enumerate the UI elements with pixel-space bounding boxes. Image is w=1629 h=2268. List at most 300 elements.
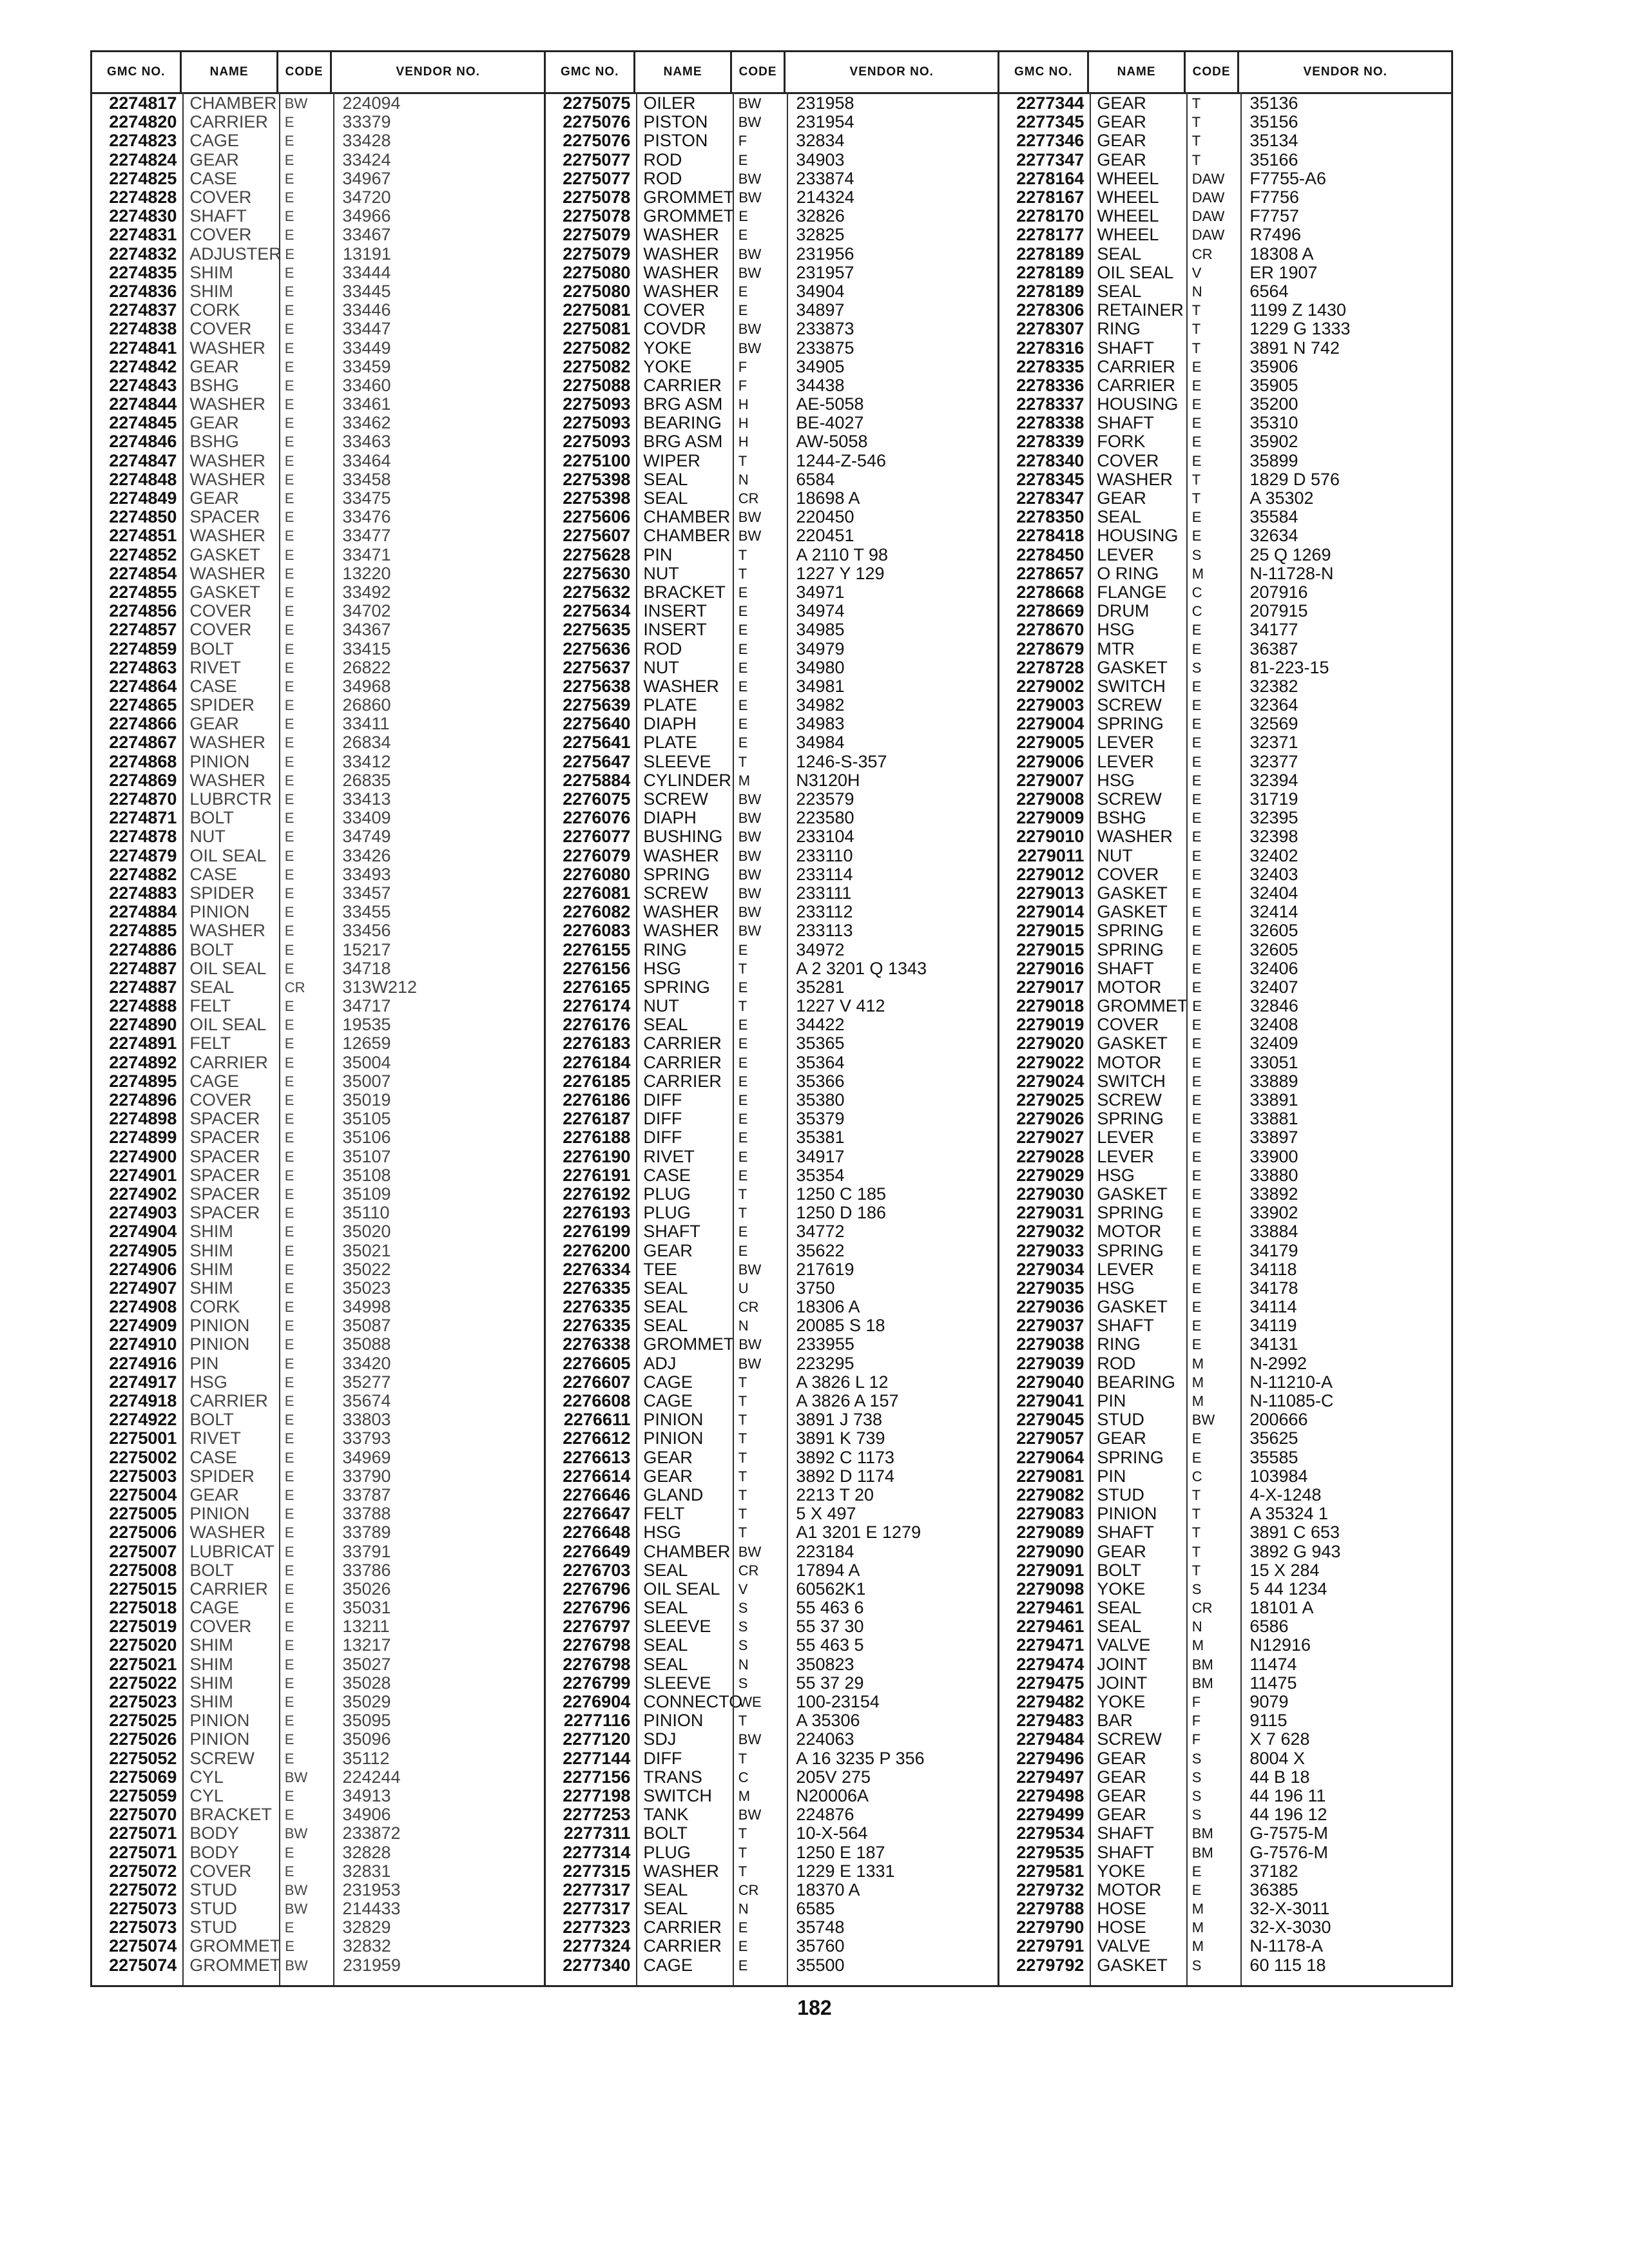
table-row [92, 1636, 544, 1655]
gmc-number: 2279535 [1016, 1842, 1084, 1862]
table-row [999, 620, 1451, 639]
vendor-number: 223184 [796, 1541, 854, 1561]
gmc-number: 2275636 [563, 639, 631, 658]
gmc-number: 2279008 [1016, 789, 1084, 809]
table-row [546, 1561, 998, 1580]
header-code: CODE [1186, 52, 1240, 92]
part-name: HSG [1097, 1165, 1135, 1185]
header-gmc: GMC NO. [92, 52, 182, 92]
table-row [546, 432, 998, 451]
gmc-number: 2274887 [109, 958, 177, 978]
part-name: RIVET [189, 657, 241, 677]
gmc-number: 2279581 [1016, 1861, 1084, 1881]
table-row [92, 771, 544, 790]
vendor-number: 35021 [342, 1240, 391, 1260]
table-row [92, 169, 544, 188]
vendor-number: 34983 [796, 714, 845, 734]
part-name: STUD [189, 1899, 237, 1919]
vendor-code: E [1191, 923, 1202, 939]
gmc-number: 2275076 [563, 112, 631, 132]
part-name: CARRIER [189, 1579, 268, 1599]
gmc-number: 2275018 [109, 1598, 177, 1618]
vendor-code: C [1191, 603, 1202, 620]
part-name: BOLT [189, 639, 234, 658]
gmc-number: 2275077 [563, 149, 631, 169]
vendor-number: 60 115 18 [1249, 1955, 1326, 1975]
vendor-number: 35748 [796, 1917, 845, 1937]
vendor-code: F [1191, 1694, 1201, 1711]
gmc-number: 2278177 [1016, 225, 1084, 245]
vendor-code: BM [1191, 1675, 1213, 1691]
gmc-number: 2274863 [109, 657, 177, 677]
gmc-number: 2274843 [109, 375, 177, 395]
part-name: CYL [189, 1785, 224, 1805]
part-name: WASHER [643, 281, 719, 301]
vendor-number: 35022 [342, 1259, 391, 1279]
gmc-number: 2275078 [563, 187, 631, 207]
vendor-number: 34969 [342, 1447, 391, 1467]
vendor-number: 217619 [796, 1259, 854, 1279]
gmc-number: 2279022 [1016, 1052, 1084, 1072]
table-row [999, 1636, 1451, 1655]
vendor-code: E [284, 490, 294, 507]
vendor-code: N [738, 1318, 749, 1334]
vendor-code: E [284, 189, 294, 206]
gmc-number: 2274845 [109, 413, 177, 433]
part-name: JOINT [1097, 1654, 1148, 1674]
vendor-number: 3892 C 1173 [796, 1447, 895, 1467]
vendor-number: 32834 [796, 131, 845, 151]
table-row [546, 395, 998, 414]
table-row [92, 865, 544, 884]
part-name: STUD [189, 1879, 237, 1899]
gmc-number: 2275021 [109, 1654, 177, 1674]
vendor-code: E [284, 1017, 294, 1033]
table-row [546, 1373, 998, 1392]
vendor-code: BW [738, 791, 762, 808]
vendor-code: E [1192, 998, 1202, 1015]
vendor-number: 1250 E 187 [796, 1842, 885, 1862]
table-row [999, 1599, 1451, 1617]
table-row [999, 1655, 1451, 1674]
gmc-number: 2275607 [563, 526, 631, 546]
part-name: GEAR [189, 356, 239, 376]
vendor-code: E [284, 1449, 294, 1466]
vendor-code: E [284, 904, 294, 921]
table-row [546, 1674, 998, 1693]
vendor-code: CR [1191, 1600, 1213, 1617]
part-name: SHAFT [1097, 413, 1154, 433]
part-name: TEE [643, 1259, 677, 1279]
part-name: INSERT [643, 601, 707, 621]
table-row [546, 113, 998, 131]
vendor-code: CR [1191, 245, 1213, 262]
vendor-number: 34998 [342, 1297, 391, 1317]
vendor-code: BW [738, 923, 762, 939]
part-name: SHAFT [1097, 958, 1154, 978]
table-row [546, 245, 998, 264]
table-row [546, 790, 998, 809]
gmc-number: 2274883 [109, 883, 177, 903]
gmc-number: 2279090 [1016, 1541, 1084, 1561]
vendor-code: T [1191, 1543, 1201, 1560]
vendor-number: 33900 [1249, 1146, 1298, 1166]
vendor-number: 1227 Y 129 [796, 563, 885, 583]
vendor-code: E [284, 678, 294, 695]
gmc-number: 2276192 [563, 1184, 631, 1204]
table-row [999, 1392, 1451, 1410]
part-name: O RING [1097, 563, 1159, 583]
gmc-number: 2275069 [109, 1767, 177, 1787]
vendor-number: 233875 [796, 338, 854, 358]
vendor-code: M [1191, 1919, 1204, 1936]
gmc-number: 2276611 [563, 1410, 631, 1430]
column-divider [733, 92, 734, 1985]
table-row [999, 546, 1451, 564]
part-name: CYL [189, 1767, 224, 1787]
vendor-number: 32605 [1249, 939, 1298, 959]
vendor-code: E [284, 1919, 294, 1936]
table-row [999, 1467, 1451, 1486]
vendor-number: 33461 [342, 394, 391, 414]
vendor-code: T [738, 565, 747, 582]
gmc-number: 2274904 [109, 1222, 177, 1242]
gmc-number: 2274831 [109, 225, 177, 245]
gmc-number: 2276612 [563, 1428, 631, 1448]
part-name: OIL SEAL [1097, 262, 1174, 282]
vendor-code: E [284, 133, 294, 149]
gmc-number: 2275082 [563, 356, 631, 376]
vendor-number: 26834 [342, 733, 391, 753]
vendor-code: E [284, 1073, 294, 1090]
part-name: CAGE [643, 1955, 693, 1975]
table-row [546, 94, 998, 113]
gmc-number: 2274820 [109, 112, 177, 132]
vendor-number: 32825 [796, 225, 845, 245]
table-row [546, 1580, 998, 1599]
gmc-number: 2274838 [109, 319, 177, 339]
table-row [92, 245, 544, 264]
vendor-code: E [284, 415, 294, 432]
gmc-number: 2276335 [563, 1297, 631, 1317]
part-name: SCREW [1097, 789, 1162, 809]
gmc-number: 2276648 [563, 1523, 631, 1542]
table-row [92, 1448, 544, 1467]
table-row [92, 809, 544, 827]
gmc-number: 2276079 [563, 845, 631, 865]
part-name: COVER [189, 1861, 252, 1881]
gmc-number: 2275634 [563, 601, 631, 621]
vendor-code: T [1191, 1486, 1201, 1503]
gmc-number: 2277144 [563, 1748, 631, 1768]
vendor-code: C [1191, 584, 1202, 601]
part-name: SPRING [643, 977, 710, 997]
table-row [92, 1091, 544, 1110]
vendor-code: E [284, 302, 294, 319]
table-row [92, 790, 544, 809]
part-name: GLAND [643, 1485, 704, 1504]
vendor-number: 5 44 1234 [1249, 1579, 1327, 1599]
vendor-code: E [1191, 358, 1202, 375]
vendor-code: E [284, 716, 294, 733]
part-name: PINION [643, 1410, 704, 1430]
vendor-code: E [1191, 528, 1202, 544]
vendor-number: 1199 Z 1430 [1249, 300, 1347, 320]
vendor-code: E [738, 584, 748, 601]
table-row [546, 414, 998, 432]
gmc-number: 2278670 [1016, 620, 1084, 640]
column-divider [182, 92, 184, 1985]
part-name: CYLINDER [643, 770, 731, 790]
part-name: GEAR [643, 1447, 693, 1467]
vendor-number: 35381 [796, 1128, 845, 1148]
vendor-code: E [284, 1486, 294, 1503]
vendor-number: 81-223-15 [1249, 657, 1329, 677]
gmc-number: 2274871 [109, 808, 177, 828]
table-row [546, 921, 998, 940]
vendor-number: 33455 [342, 902, 391, 922]
gmc-number: 2278679 [1016, 639, 1084, 658]
gmc-number: 2276190 [563, 1146, 631, 1166]
table-row [546, 1110, 998, 1128]
part-name: SEAL [643, 1654, 688, 1674]
part-name: LEVER [1097, 1146, 1154, 1166]
table-row [546, 282, 998, 301]
part-name: YOKE [1097, 1861, 1146, 1881]
gmc-number: 2279031 [1016, 1203, 1084, 1223]
vendor-number: N-11085-C [1249, 1391, 1334, 1411]
table-row [92, 395, 544, 414]
part-name: HOUSING [1097, 526, 1179, 546]
part-name: BODY [189, 1823, 239, 1843]
table-row [546, 131, 998, 150]
table-row [999, 452, 1451, 470]
vendor-code: E [284, 1148, 294, 1165]
part-name: WASHER [189, 338, 265, 358]
table-row [92, 508, 544, 526]
table-row [546, 1768, 998, 1787]
column-divider [279, 92, 280, 1985]
gmc-number: 2276798 [563, 1654, 631, 1674]
table-row [546, 1956, 998, 1975]
part-name: BOLT [189, 808, 234, 828]
gmc-number: 2278668 [1016, 582, 1084, 602]
vendor-number: 34772 [796, 1222, 845, 1242]
vendor-code: E [738, 1224, 748, 1240]
part-name: SPACER [189, 1203, 260, 1223]
vendor-number: N20006A [796, 1785, 869, 1805]
vendor-number: 35281 [796, 977, 845, 997]
part-name: WASHER [643, 225, 719, 245]
vendor-code: BW [284, 95, 308, 112]
vendor-number: A 35306 [796, 1711, 860, 1731]
vendor-code: DAW [1191, 227, 1225, 244]
vendor-number: 33803 [342, 1410, 391, 1430]
gmc-number: 2274870 [109, 789, 177, 809]
header-vendor: VENDOR NO. [849, 65, 934, 79]
table-row [92, 1204, 544, 1222]
part-name: TRANS [643, 1767, 702, 1787]
vendor-code: S [1191, 1787, 1202, 1804]
vendor-number: 33446 [342, 300, 391, 320]
vendor-code: E [284, 565, 294, 582]
vendor-code: E [284, 1111, 294, 1128]
gmc-number: 2274837 [109, 300, 177, 320]
part-name: RING [1097, 319, 1141, 339]
gmc-number: 2279020 [1016, 1033, 1084, 1053]
vendor-number: 32-X-3030 [1249, 1917, 1331, 1937]
table-row [546, 1805, 998, 1824]
vendor-number: 34966 [342, 206, 391, 226]
gmc-number: 2279009 [1016, 808, 1084, 828]
part-name: YOKE [1097, 1579, 1146, 1599]
table-row [92, 432, 544, 451]
part-name: COVER [189, 620, 252, 640]
gmc-number: 2274900 [109, 1146, 177, 1166]
vendor-number: 223295 [796, 1353, 854, 1373]
vendor-number: 35112 [342, 1748, 390, 1768]
part-name: BEARING [643, 413, 722, 433]
part-name: WASHER [189, 770, 265, 790]
vendor-code: E [1191, 866, 1202, 883]
vendor-code: BW [738, 1543, 762, 1560]
vendor-number: 33459 [342, 356, 391, 376]
vendor-number: 8004 X [1249, 1748, 1305, 1768]
vendor-code: S [1191, 1957, 1202, 1974]
vendor-number: 224876 [796, 1805, 854, 1825]
vendor-code: E [284, 114, 294, 131]
vendor-number: 34749 [342, 827, 391, 847]
vendor-code: E [1191, 434, 1202, 450]
gmc-number: 2276338 [563, 1334, 631, 1354]
vendor-code: T [738, 1524, 747, 1541]
gmc-number: 2275637 [563, 657, 631, 677]
table-row [546, 338, 998, 357]
part-name: RING [1097, 1334, 1141, 1354]
table-row [92, 1504, 544, 1523]
table-row [999, 1956, 1451, 1975]
part-name: HSG [643, 1523, 681, 1542]
table-row [546, 452, 998, 470]
vendor-number: 55 463 5 [796, 1635, 864, 1655]
table-row [546, 376, 998, 395]
vendor-code: E [284, 1280, 294, 1296]
vendor-code: S [1191, 1807, 1202, 1823]
gmc-number: 2279025 [1016, 1090, 1084, 1110]
part-name: PINION [189, 1711, 250, 1731]
table-row [92, 1279, 544, 1298]
vendor-code: T [738, 1186, 747, 1202]
vendor-number: 3891 C 653 [1249, 1523, 1340, 1542]
gmc-number: 2275077 [563, 168, 631, 188]
vendor-number: 33902 [1249, 1203, 1298, 1223]
gmc-number: 2276605 [563, 1353, 631, 1373]
part-name: CARRIER [1097, 375, 1175, 395]
gmc-number: 2275081 [563, 319, 631, 339]
vendor-code: E [284, 659, 294, 676]
gmc-number: 2277198 [563, 1785, 631, 1805]
vendor-number: 35200 [1249, 394, 1298, 414]
vendor-code: E [284, 640, 294, 657]
vendor-number: F7757 [1249, 206, 1299, 226]
part-name: BODY [189, 1842, 239, 1862]
vendor-number: G-7575-M [1249, 1823, 1328, 1843]
gmc-number: 2279038 [1016, 1334, 1084, 1354]
vendor-number: 33791 [342, 1541, 391, 1561]
rows-block [999, 94, 1451, 1975]
gmc-number: 2274899 [109, 1128, 177, 1148]
table-row [92, 151, 544, 169]
gmc-number: 2275093 [563, 432, 631, 452]
gmc-number: 2275070 [109, 1805, 177, 1825]
vendor-number: 220450 [796, 507, 854, 527]
vendor-number: 33460 [342, 375, 391, 395]
vendor-code: T [738, 1486, 747, 1503]
table-row [999, 1072, 1451, 1091]
gmc-number: 2276646 [563, 1485, 631, 1504]
table-row [999, 320, 1451, 338]
table-row [92, 131, 544, 150]
gmc-number: 2276165 [563, 977, 631, 997]
table-row [92, 1561, 544, 1580]
table-row [546, 865, 998, 884]
part-name: PISTON [643, 131, 708, 151]
gmc-number: 2279013 [1016, 883, 1084, 903]
gmc-number: 2278340 [1016, 450, 1084, 470]
gmc-number: 2276082 [563, 902, 631, 922]
vendor-code: E [284, 810, 294, 827]
gmc-number: 2274908 [109, 1297, 177, 1317]
part-name: PINION [643, 1428, 704, 1448]
vendor-code: M [1191, 565, 1204, 582]
gmc-number: 2279045 [1016, 1410, 1084, 1430]
vendor-number: 33051 [1249, 1052, 1298, 1072]
vendor-code: N [738, 1656, 749, 1673]
vendor-code: CR [738, 1881, 759, 1898]
vendor-code: E [284, 358, 294, 375]
gmc-number: 2279497 [1016, 1767, 1084, 1787]
gmc-number: 2275071 [109, 1823, 177, 1843]
part-name: BOLT [189, 939, 234, 959]
gmc-number: 2275075 [563, 93, 631, 113]
header-vendor: VENDOR NO. [396, 65, 480, 79]
vendor-code: E [1191, 452, 1202, 469]
part-name: WASHER [189, 733, 265, 753]
part-name: CARRIER [1097, 356, 1175, 376]
table-row [92, 1881, 544, 1899]
table-row [999, 1730, 1451, 1749]
table-row [999, 1222, 1451, 1241]
vendor-number: F7755-A6 [1249, 168, 1326, 188]
vendor-number: 18370 A [796, 1879, 860, 1899]
table-row [92, 226, 544, 244]
vendor-code: M [1191, 1355, 1204, 1372]
table-row [999, 790, 1451, 809]
gmc-number: 2276703 [563, 1560, 631, 1580]
table-row [546, 1410, 998, 1429]
table-row [999, 1335, 1451, 1354]
table-row [546, 1843, 998, 1861]
vendor-code: T [1191, 1524, 1201, 1541]
table-row [546, 884, 998, 903]
vendor-number: 34981 [796, 676, 845, 696]
vendor-number: 34979 [796, 639, 845, 658]
vendor-code: E [1191, 1261, 1202, 1278]
table-row [546, 1617, 998, 1636]
table-row [999, 1241, 1451, 1260]
vendor-number: 13220 [342, 563, 391, 583]
part-name: HOSE [1097, 1899, 1146, 1919]
